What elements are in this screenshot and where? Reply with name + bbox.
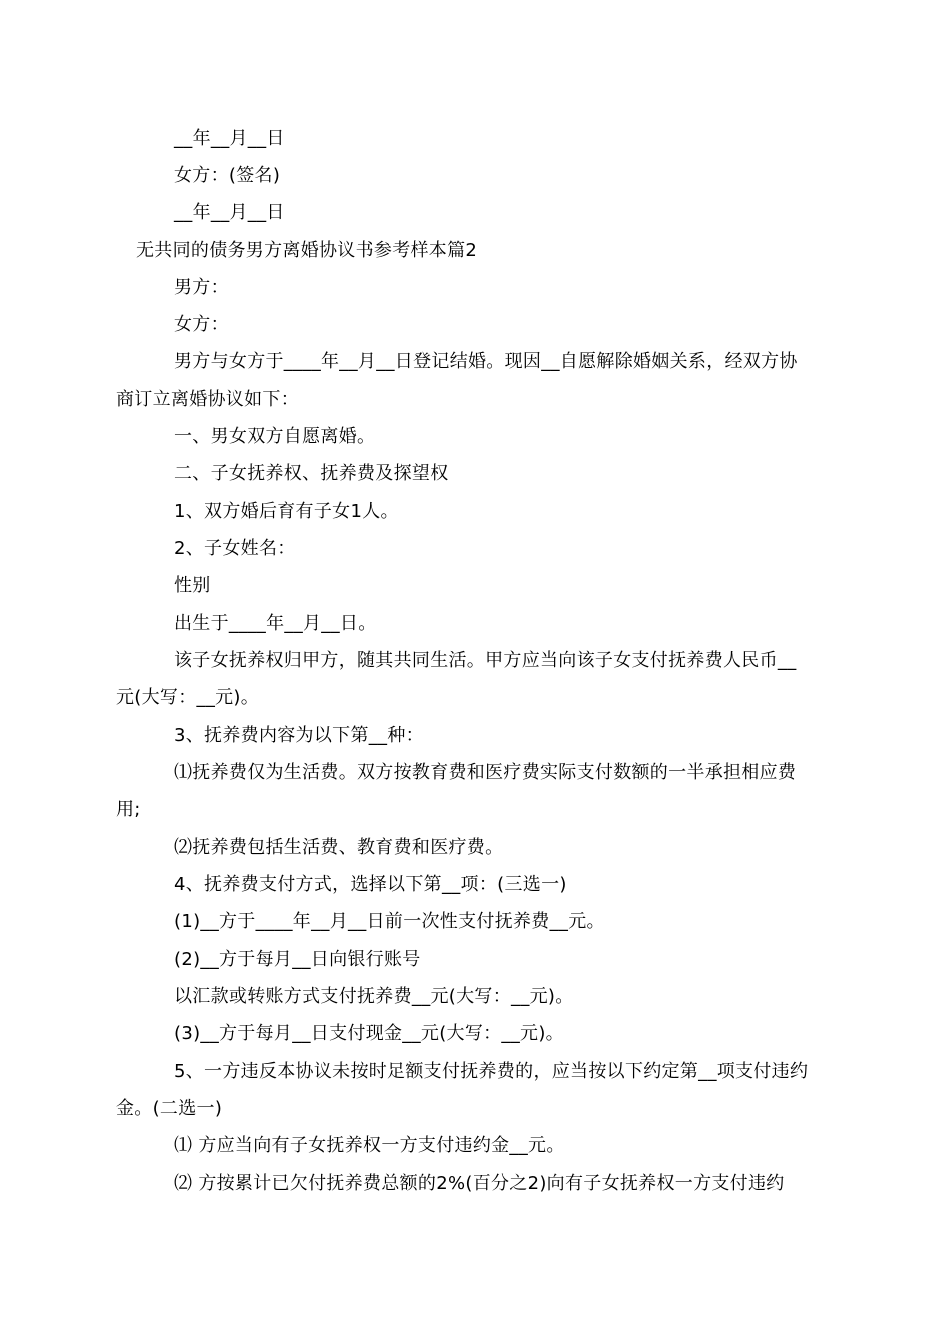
female-party-line: 女方： (174, 314, 229, 335)
date-line-2: __年__月__日 (174, 202, 285, 223)
date-line-1: __年__月__日 (174, 128, 285, 149)
payment-option-3: (3)__方于每月__日支付现金__元(大写：__元)。 (174, 1023, 564, 1044)
paragraph-intro-line-1: 男方与女方于____年__月__日登记结婚。现因__自愿解除婚姻关系，经双方协 (174, 351, 798, 372)
clause-2-heading: 二、子女抚养权、抚养费及探望权 (174, 463, 449, 484)
paragraph-intro-line-2: 商订立离婚协议如下： (116, 389, 299, 410)
clause-1: 一、男女双方自愿离婚。 (174, 426, 376, 447)
section-title: 无共同的债务男方离婚协议书参考样本篇2 (136, 240, 478, 261)
custody-line-1: 该子女抚养权归甲方，随其共同生活。甲方应当向该子女支付抚养费人民币__ (174, 650, 797, 671)
support-option-1-line-2: 用; (116, 799, 141, 820)
item-support-content: 3、抚养费内容为以下第__种： (174, 725, 424, 746)
item-child-name: 2、子女姓名： (174, 538, 296, 559)
breach-option-2: ⑵ 方按累计已欠付抚养费总额的2%(百分之2)向有子女抚养权一方支付违约 (174, 1173, 785, 1194)
payment-option-1: (1)__方于____年__月__日前一次性支付抚养费__元。 (174, 911, 605, 932)
item-child-gender: 性别 (174, 575, 211, 596)
item-child-birth: 出生于____年__月__日。 (174, 613, 377, 634)
female-signature-line: 女方：(签名) (174, 165, 281, 186)
item-breach-line-2: 金。(二选一) (116, 1098, 223, 1119)
support-option-1-line-1: ⑴抚养费仅为生活费。双方按教育费和医疗费实际支付数额的一半承担相应费 (174, 762, 797, 783)
item-payment-method: 4、抚养费支付方式，选择以下第__项：(三选一) (174, 874, 567, 895)
breach-option-1: ⑴ 方应当向有子女抚养权一方支付违约金__元。 (174, 1135, 565, 1156)
payment-option-2-line-1: (2)__方于每月__日向银行账号 (174, 949, 421, 970)
support-option-2: ⑵抚养费包括生活费、教育费和医疗费。 (174, 837, 504, 858)
item-children-count: 1、双方婚后育有子女1人。 (174, 501, 399, 522)
custody-line-2: 元(大写：__元)。 (116, 687, 260, 708)
payment-option-2-line-2: 以汇款或转账方式支付抚养费__元(大写：__元)。 (174, 986, 574, 1007)
male-party-line: 男方： (174, 277, 229, 298)
item-breach-line-1: 5、一方违反本协议未按时足额支付抚养费的，应当按以下约定第__项支付违约 (174, 1061, 809, 1082)
